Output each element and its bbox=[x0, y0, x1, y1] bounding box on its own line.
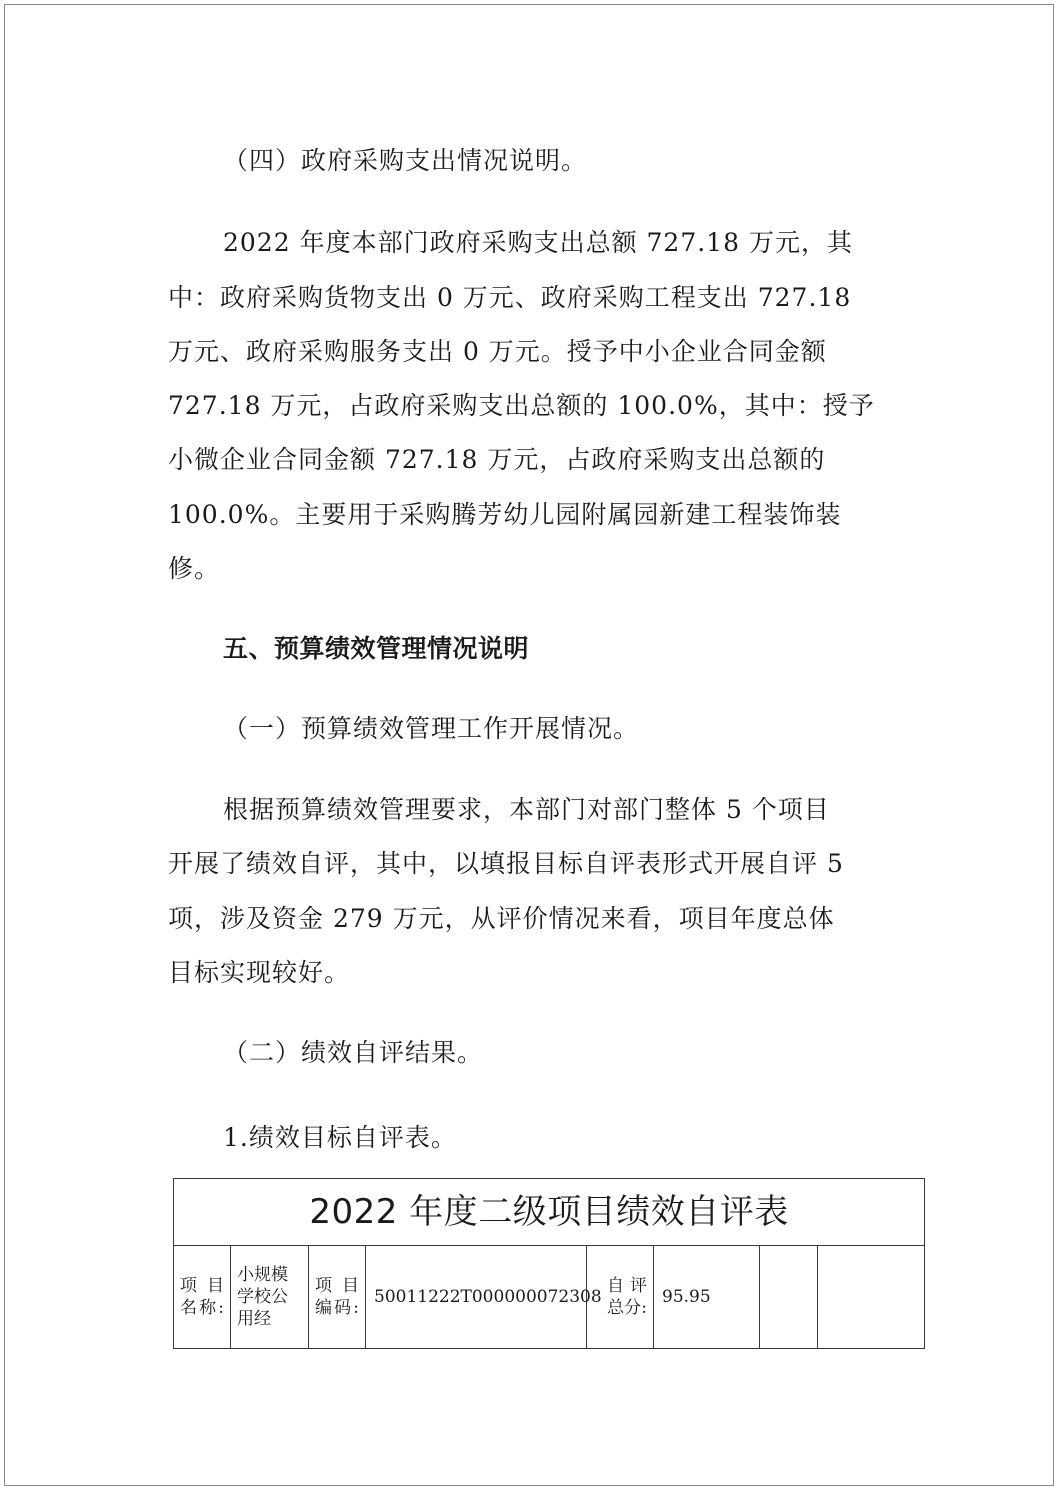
empty-cell bbox=[818, 1246, 925, 1349]
paragraph-line: 开展了绩效自评，其中，以填报目标自评表形式开展自评 5 bbox=[168, 849, 844, 878]
section-4-heading: （四）政府采购支出情况说明。 bbox=[223, 146, 588, 175]
paragraph-line: 中：政府采购货物支出 0 万元、政府采购工程支出 727.18 bbox=[168, 283, 852, 312]
section-5-heading: 五、预算绩效管理情况说明 bbox=[223, 634, 530, 663]
paragraph-line: 项，涉及资金 279 万元，从评价情况来看，项目年度总体 bbox=[168, 904, 835, 933]
empty-cell bbox=[760, 1246, 818, 1349]
paragraph-line: 2022 年度本部门政府采购支出总额 727.18 万元，其 bbox=[223, 228, 853, 257]
project-name-value: 小规模学校公用经 bbox=[231, 1246, 309, 1349]
paragraph-line: 根据预算绩效管理要求，本部门对部门整体 5 个项目 bbox=[223, 795, 830, 824]
paragraph-line: 100.0%。主要用于采购腾芳幼儿园附属园新建工程装饰装 bbox=[168, 500, 842, 529]
score-label: 自评总分: bbox=[587, 1246, 654, 1349]
paragraph-line: 修。 bbox=[168, 554, 221, 583]
paragraph-line: 万元、政府采购服务支出 0 万元。授予中小企业合同金额 bbox=[168, 337, 827, 366]
subsection-1-heading: （一）预算绩效管理工作开展情况。 bbox=[223, 714, 640, 743]
project-name-label: 项目名称: bbox=[174, 1246, 231, 1349]
score-value: 95.95 bbox=[654, 1246, 760, 1349]
table-title: 2022 年度二级项目绩效自评表 bbox=[174, 1179, 925, 1246]
subsection-2-heading: （二）绩效自评结果。 bbox=[223, 1038, 484, 1067]
paragraph-line: 目标实现较好。 bbox=[168, 958, 351, 987]
project-code-value: 50011222T000000072308 bbox=[366, 1246, 587, 1349]
paragraph-line: 727.18 万元，占政府采购支出总额的 100.0%，其中：授予 bbox=[168, 391, 875, 420]
list-item-1: 1.绩效目标自评表。 bbox=[223, 1123, 457, 1152]
performance-self-evaluation-table bbox=[173, 1178, 925, 1349]
paragraph-line: 小微企业合同金额 727.18 万元，占政府采购支出总额的 bbox=[168, 445, 826, 474]
project-code-label: 项目编码: bbox=[309, 1246, 366, 1349]
document-page bbox=[4, 4, 1054, 1486]
